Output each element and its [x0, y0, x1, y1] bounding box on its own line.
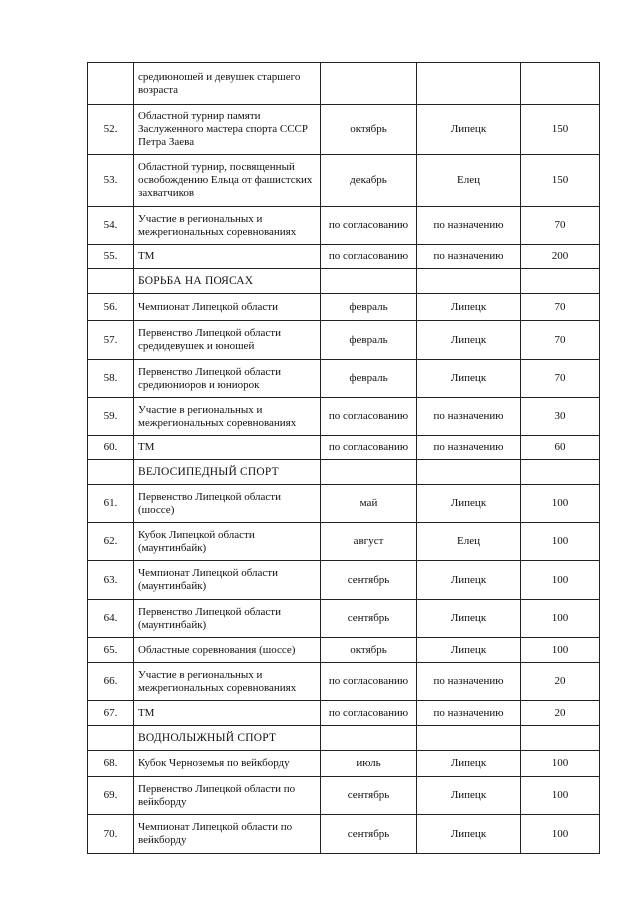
event-name-cell: ТМ — [134, 245, 321, 269]
table-row — [88, 701, 600, 726]
row-number-cell: 54. — [88, 207, 134, 245]
row-number-cell: 53. — [88, 155, 134, 207]
table-row — [88, 485, 600, 523]
row-number-cell: 57. — [88, 321, 134, 360]
event-place-cell: Липецк — [417, 815, 521, 854]
table-row — [88, 207, 600, 245]
event-name-cell: Областной турнир, посвященный освобождению Ельца от фашистских захватчиков — [134, 155, 321, 207]
participants-count-cell: 100 — [521, 523, 600, 561]
table-row — [88, 777, 600, 815]
event-place-cell: Липецк — [417, 600, 521, 638]
table-row — [88, 294, 600, 321]
event-date-cell — [321, 63, 417, 105]
participants-count-cell — [521, 63, 600, 105]
participants-count-cell: 100 — [521, 815, 600, 854]
row-number-cell: 59. — [88, 398, 134, 436]
participants-count-cell — [521, 269, 600, 294]
participants-count-cell: 70 — [521, 360, 600, 398]
row-number-cell: 70. — [88, 815, 134, 854]
event-name-cell: Первенство Липецкой области по вейкборду — [134, 777, 321, 815]
event-name-cell: Первенство Липецкой области средидевушек и юношей — [134, 321, 321, 360]
event-date-cell: февраль — [321, 321, 417, 360]
row-number-cell: 63. — [88, 561, 134, 600]
event-place-cell: Липецк — [417, 777, 521, 815]
event-place-cell: Липецк — [417, 360, 521, 398]
event-date-cell: сентябрь — [321, 600, 417, 638]
event-place-cell — [417, 63, 521, 105]
events-table — [87, 62, 600, 854]
event-name-cell: Участие в региональных и межрегиональных соревнованиях — [134, 663, 321, 701]
section-header-row — [88, 269, 600, 294]
participants-count-cell: 150 — [521, 155, 600, 207]
table-row — [88, 63, 600, 105]
event-place-cell: Липецк — [417, 751, 521, 777]
participants-count-cell: 70 — [521, 321, 600, 360]
participants-count-cell — [521, 726, 600, 751]
table-row — [88, 815, 600, 854]
row-number-cell: 66. — [88, 663, 134, 701]
event-name-cell: ТМ — [134, 436, 321, 460]
participants-count-cell: 60 — [521, 436, 600, 460]
participants-count-cell: 100 — [521, 751, 600, 777]
table-row — [88, 360, 600, 398]
table-row — [88, 561, 600, 600]
section-title: ВЕЛОСИПЕДНЫЙ СПОРТ — [134, 460, 321, 485]
event-name-cell: ТМ — [134, 701, 321, 726]
event-place-cell: по назначению — [417, 436, 521, 460]
participants-count-cell: 100 — [521, 777, 600, 815]
row-number-cell — [88, 726, 134, 751]
table-row — [88, 155, 600, 207]
event-date-cell: по согласованию — [321, 436, 417, 460]
participants-count-cell: 100 — [521, 600, 600, 638]
event-place-cell: Липецк — [417, 105, 521, 155]
event-date-cell: май — [321, 485, 417, 523]
event-name-cell: Чемпионат Липецкой области (маунтинбайк) — [134, 561, 321, 600]
event-place-cell: по назначению — [417, 701, 521, 726]
event-name-cell: Первенство Липецкой области (шоссе) — [134, 485, 321, 523]
participants-count-cell: 20 — [521, 701, 600, 726]
event-date-cell: август — [321, 523, 417, 561]
event-date-cell: по согласованию — [321, 398, 417, 436]
participants-count-cell: 70 — [521, 207, 600, 245]
row-number-cell: 56. — [88, 294, 134, 321]
event-place-cell — [417, 269, 521, 294]
row-number-cell: 68. — [88, 751, 134, 777]
participants-count-cell: 200 — [521, 245, 600, 269]
event-date-cell — [321, 269, 417, 294]
participants-count-cell: 70 — [521, 294, 600, 321]
event-name-cell: Кубок Липецкой области (маунтинбайк) — [134, 523, 321, 561]
event-date-cell — [321, 726, 417, 751]
table-row — [88, 638, 600, 663]
row-number-cell: 69. — [88, 777, 134, 815]
table-row — [88, 398, 600, 436]
row-number-cell: 67. — [88, 701, 134, 726]
row-number-cell — [88, 460, 134, 485]
participants-count-cell: 100 — [521, 561, 600, 600]
participants-count-cell: 100 — [521, 485, 600, 523]
event-date-cell: февраль — [321, 360, 417, 398]
participants-count-cell: 100 — [521, 638, 600, 663]
section-header-row — [88, 460, 600, 485]
event-place-cell: по назначению — [417, 663, 521, 701]
row-number-cell: 60. — [88, 436, 134, 460]
table-row — [88, 321, 600, 360]
event-place-cell — [417, 726, 521, 751]
participants-count-cell: 20 — [521, 663, 600, 701]
table-row — [88, 436, 600, 460]
event-date-cell: октябрь — [321, 105, 417, 155]
event-date-cell: по согласованию — [321, 701, 417, 726]
event-place-cell: Елец — [417, 523, 521, 561]
event-date-cell: по согласованию — [321, 663, 417, 701]
row-number-cell: 61. — [88, 485, 134, 523]
event-date-cell: февраль — [321, 294, 417, 321]
row-number-cell: 64. — [88, 600, 134, 638]
event-place-cell: по назначению — [417, 398, 521, 436]
event-place-cell — [417, 460, 521, 485]
row-number-cell: 52. — [88, 105, 134, 155]
event-place-cell: Липецк — [417, 321, 521, 360]
event-date-cell — [321, 460, 417, 485]
event-place-cell: Липецк — [417, 485, 521, 523]
event-name-cell: Первенство Липецкой области средиюниоров и юниорок — [134, 360, 321, 398]
event-date-cell: октябрь — [321, 638, 417, 663]
row-number-cell — [88, 269, 134, 294]
participants-count-cell: 30 — [521, 398, 600, 436]
row-number-cell: 65. — [88, 638, 134, 663]
event-name-cell: средиюношей и девушек старшего возраста — [134, 63, 321, 105]
table-row — [88, 523, 600, 561]
event-place-cell: Липецк — [417, 294, 521, 321]
row-number-cell: 55. — [88, 245, 134, 269]
row-number-cell — [88, 63, 134, 105]
event-date-cell: сентябрь — [321, 815, 417, 854]
table-row — [88, 751, 600, 777]
event-name-cell: Областной турнир памяти Заслуженного мастера спорта СССР Петра Заева — [134, 105, 321, 155]
event-name-cell: Участие в региональных и межрегиональных соревнованиях — [134, 398, 321, 436]
table-row — [88, 245, 600, 269]
event-date-cell: июль — [321, 751, 417, 777]
event-place-cell: по назначению — [417, 245, 521, 269]
event-date-cell: декабрь — [321, 155, 417, 207]
participants-count-cell — [521, 460, 600, 485]
row-number-cell: 62. — [88, 523, 134, 561]
table-row — [88, 105, 600, 155]
event-date-cell: по согласованию — [321, 207, 417, 245]
event-name-cell: Кубок Черноземья по вейкборду — [134, 751, 321, 777]
section-header-row — [88, 726, 600, 751]
table-row — [88, 663, 600, 701]
section-title: ВОДНОЛЫЖНЫЙ СПОРТ — [134, 726, 321, 751]
event-place-cell: Елец — [417, 155, 521, 207]
events-table-body — [88, 63, 600, 854]
event-date-cell: сентябрь — [321, 777, 417, 815]
event-date-cell: по согласованию — [321, 245, 417, 269]
event-name-cell: Первенство Липецкой области (маунтинбайк) — [134, 600, 321, 638]
event-name-cell: Чемпионат Липецкой области по вейкборду — [134, 815, 321, 854]
table-row — [88, 600, 600, 638]
event-date-cell: сентябрь — [321, 561, 417, 600]
event-place-cell: Липецк — [417, 561, 521, 600]
event-name-cell: Чемпионат Липецкой области — [134, 294, 321, 321]
event-place-cell: по назначению — [417, 207, 521, 245]
event-name-cell: Участие в региональных и межрегиональных соревнованиях — [134, 207, 321, 245]
event-name-cell: Областные соревнования (шоссе) — [134, 638, 321, 663]
section-title: БОРЬБА НА ПОЯСАХ — [134, 269, 321, 294]
participants-count-cell: 150 — [521, 105, 600, 155]
row-number-cell: 58. — [88, 360, 134, 398]
event-place-cell: Липецк — [417, 638, 521, 663]
